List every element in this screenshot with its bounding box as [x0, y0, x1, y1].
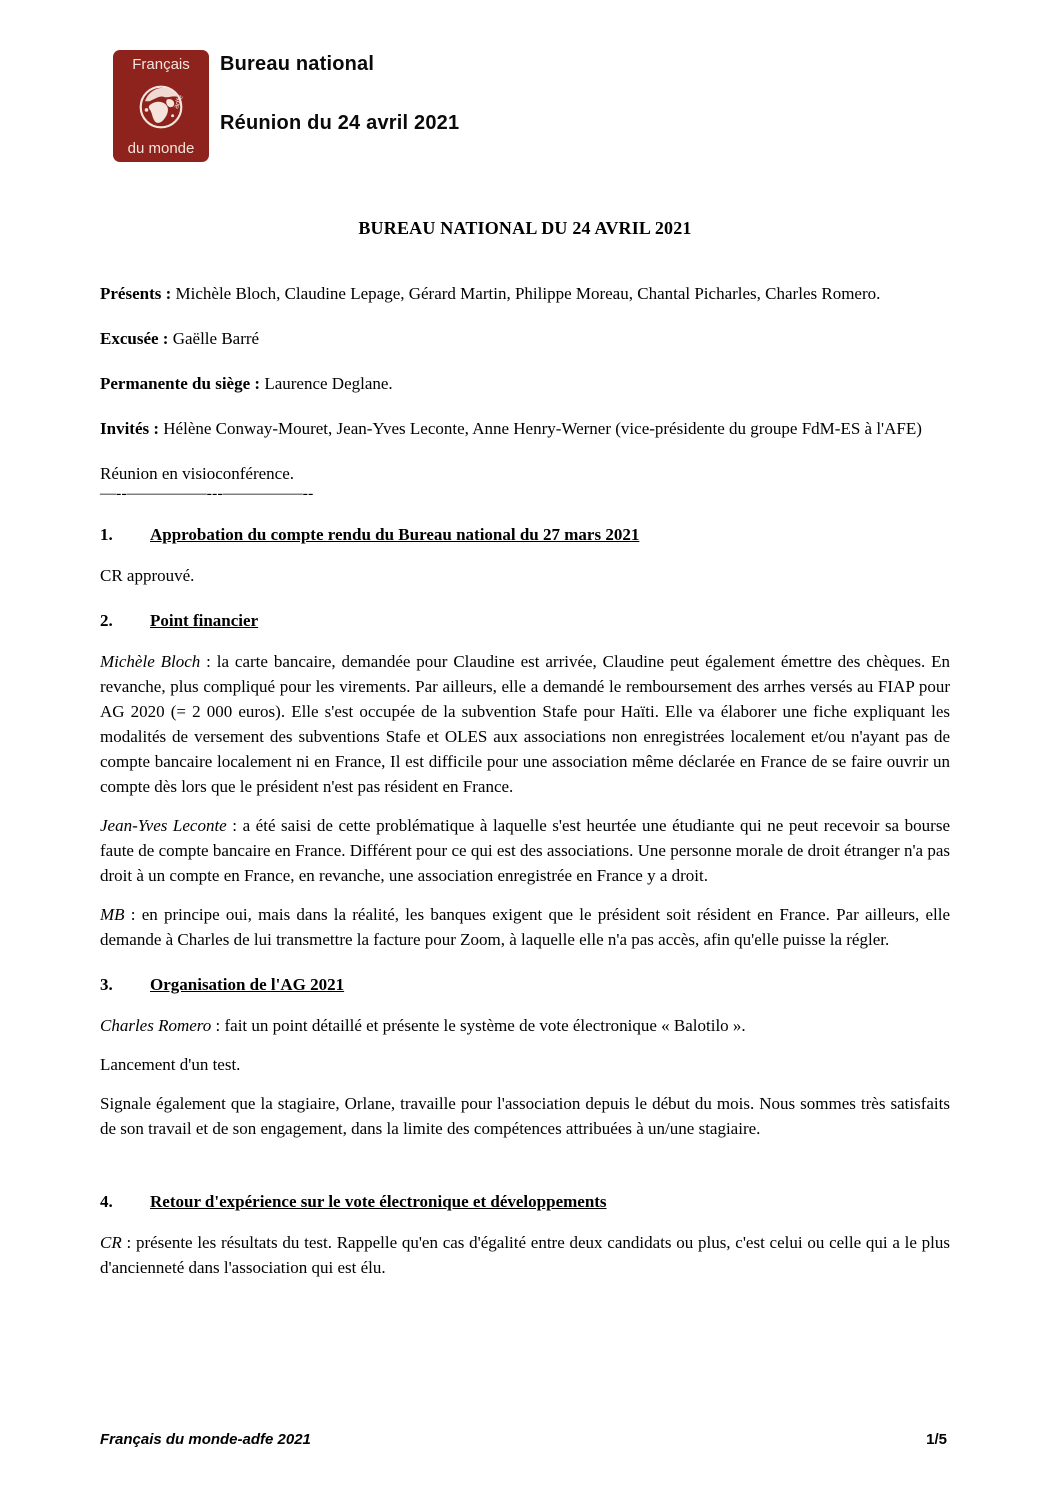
section-2-paragraph [100, 902, 950, 952]
attendance-value: Hélène Conway-Mouret, Jean-Yves Leconte, Anne Henry-Werner (vice-présidente du groupe FdM-ES à l'AFE) [159, 419, 922, 438]
section-3-heading [100, 972, 950, 997]
section-4-paragraph [100, 1230, 950, 1280]
document-body [100, 218, 950, 1280]
section-number: 1. [100, 525, 113, 544]
section-heading-text: Approbation du compte rendu du Bureau national du 27 mars 2021 [150, 525, 640, 544]
section-2-heading [100, 608, 950, 633]
paragraph-text: : présente les résultats du test. Rappelle qu'en cas d'égalité entre deux candidats ou plus, c'est celui ou celle qui a le plus d'ancienneté dans l'association qui est élu. [100, 1233, 950, 1277]
logo-text-bottom: du monde [127, 140, 195, 157]
attendance-label: Permanente du siège : [100, 374, 261, 393]
footer-page-number: 1/5 [926, 1431, 947, 1448]
section-3-paragraph: Signale également que la stagiaire, Orlane, travaille pour l'association depuis le début du mois. Nous sommes très satisfaits de son travail et de son engagement, dans la limite des compétences attribuées à un/une stagiaire. [100, 1094, 950, 1138]
section-4-heading [100, 1189, 950, 1214]
section-number: 2. [100, 611, 113, 630]
attendance-permanente [100, 371, 950, 396]
section-1-heading [100, 522, 950, 547]
intro-line: Réunion en visioconférence. [100, 464, 295, 483]
paragraph-text: : a été saisi de cette problématique à laquelle s'est heurtée une étudiante qui ne peut recevoir sa bourse faute de compte bancaire en France. Différent pour ce qui est des associations. Une personne morale de droit étranger n'a pas droit à un compte en France, en revanche, une association enregistrée en France y a droit. [100, 816, 950, 885]
dashed-divider: —--—————---—————-- [100, 485, 314, 502]
attendance-value: Michèle Bloch, Claudine Lepage, Gérard Martin, Philippe Moreau, Chantal Picharles, Charles Romero. [171, 284, 881, 303]
attendance-invites [100, 416, 950, 441]
speaker-name: Charles Romero [100, 1016, 212, 1035]
attendance-value: Laurence Deglane. [260, 374, 393, 393]
section-2-paragraph [100, 813, 950, 888]
footer-organization: Français du monde-adfe 2021 [100, 1431, 311, 1448]
attendance-value: Gaëlle Barré [168, 329, 260, 348]
header-title: Bureau national [220, 53, 375, 75]
attendance-excusee [100, 326, 950, 351]
globe-icon [132, 78, 190, 136]
section-heading-text: Retour d'expérience sur le vote électronique et développements [150, 1192, 607, 1211]
section-heading-text: Organisation de l'AG 2021 [150, 975, 345, 994]
attendance-label: Excusée : [100, 329, 169, 348]
document-title: BUREAU NATIONAL DU 24 AVRIL 2021 [358, 218, 692, 238]
paragraph-text: : en principe oui, mais dans la réalité, les banques exigent que le président soit résident en France. Par ailleurs, elle demande à Charles de lui transmettre la facture pour Zoom, à laquelle elle n'a pas accès, afin qu'elle puisse la régler. [100, 905, 950, 949]
section-number: 3. [100, 975, 113, 994]
paragraph-text: : la carte bancaire, demandée pour Claudine est arrivée, Claudine peut également émettre des chèques. En revanche, plus compliqué pour les virements. Par ailleurs, elle a demandé le remboursement des arrhes versés au FIAP pour AG 2020 (= 2 000 euros). Elle s'est occupée de la subvention Stafe pour Haïti. Elle va élaborer une fiche expliquant les modalités de versement des subventions Stafe et OLES aux associations non enregistrées localement et/ou n'ayant pas de compte bancaire localement ni en France, Il est difficile pour une association même déclarée en France de se faire ouvrir un compte dès lors que le président n'est pas résident en France. [100, 652, 950, 796]
attendance-presents [100, 281, 950, 306]
section-1-paragraph: CR approuvé. [100, 566, 195, 585]
logo-text-top: Français [132, 56, 190, 73]
attendance-label: Invités : [100, 419, 160, 438]
logo-badge-adfe: adfe [171, 92, 185, 110]
speaker-name: Jean-Yves Leconte [100, 816, 227, 835]
section-2-paragraph [100, 649, 950, 799]
speaker-name: MB [100, 905, 125, 924]
document-header [0, 0, 1059, 168]
page-footer [100, 1431, 947, 1448]
section-number: 4. [100, 1192, 113, 1211]
francais-du-monde-logo [113, 50, 209, 162]
section-3-paragraph: Lancement d'un test. [100, 1055, 241, 1074]
attendance-label: Présents : [100, 284, 172, 303]
section-heading-text: Point financier [150, 611, 259, 630]
section-3-paragraph [100, 1013, 950, 1038]
header-subtitle: Réunion du 24 avril 2021 [220, 112, 460, 134]
speaker-name: Michèle Bloch [100, 652, 201, 671]
speaker-name: CR [100, 1233, 122, 1252]
paragraph-text: : fait un point détaillé et présente le système de vote électronique « Balotilo ». [211, 1016, 746, 1035]
